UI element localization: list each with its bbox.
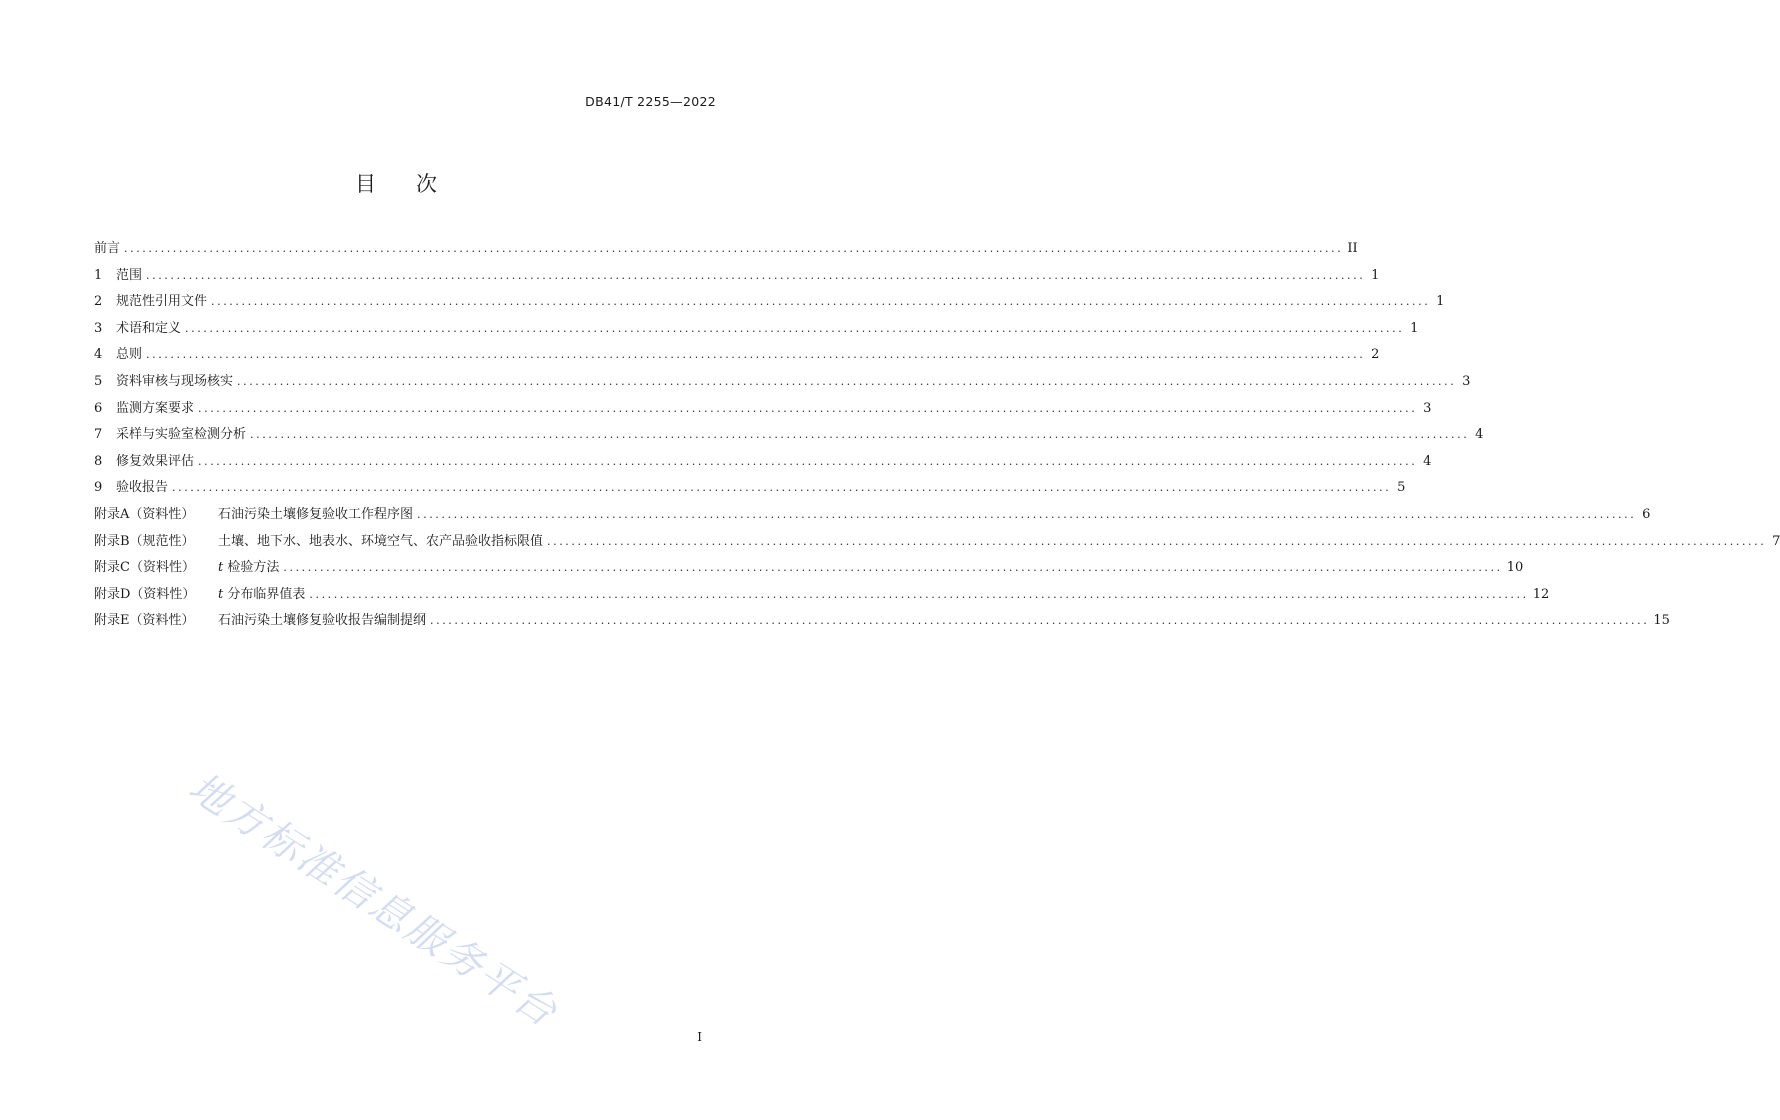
toc-entry-title (116, 317, 181, 336)
toc-entry-title (218, 503, 413, 522)
toc-section-number: 5 (94, 373, 103, 389)
toc-entry[interactable] (94, 583, 1550, 610)
toc-entry[interactable] (94, 609, 1670, 636)
toc-appendix-label: 附录C（资料性） (94, 560, 195, 576)
toc-entry-title (116, 370, 233, 389)
toc-entry-title (218, 609, 426, 628)
toc-dot-leader: ........................................................................................................................................................................................................ (430, 614, 1650, 628)
toc-page-number: 4 (1423, 453, 1432, 469)
toc-section-number: 8 (94, 453, 103, 469)
toc-entry[interactable] (94, 530, 1780, 557)
toc-entry-title (116, 397, 194, 416)
toc-page-number: 6 (1642, 506, 1651, 522)
toc-entry-title-text: 资料审核与现场核实 (116, 373, 234, 389)
toc-entry-title (116, 423, 246, 442)
toc-entry[interactable] (94, 450, 1432, 477)
toc-entry[interactable] (94, 423, 1484, 450)
toc-entry-title-text: 前言 (94, 241, 121, 256)
toc-dot-leader: ........................................................................................................................................................................................................ (547, 534, 1767, 548)
toc-page-number: 1 (1436, 294, 1445, 310)
toc-entry-title-text: 修复效果评估 (116, 453, 195, 469)
toc-entry-title-italic: t (218, 586, 224, 602)
toc-entry-title (94, 237, 120, 256)
toc-page-number: 12 (1532, 586, 1550, 602)
toc-section-number: 6 (94, 400, 103, 416)
toc-appendix-label: 附录B（规范性） (94, 533, 195, 549)
toc-section-number: 1 (94, 267, 103, 283)
toc-section-number: 7 (94, 427, 103, 443)
toc-entry-title-text: 检验方法 (227, 560, 280, 576)
toc-page-number: 10 (1506, 560, 1524, 576)
toc-entry-title (116, 450, 194, 469)
toc-dot-leader: ........................................................................................................................................................................................................ (417, 507, 1637, 521)
toc-dot-leader: ........................................................................................................................................................................................................ (146, 268, 1366, 282)
toc-entry-title (218, 583, 305, 602)
toc-page-number: 5 (1397, 480, 1406, 496)
toc-entry-title-text: 术语和定义 (116, 320, 182, 336)
toc-dot-leader: ........................................................................................................................................................................................................ (124, 242, 1344, 255)
toc-dot-leader: ........................................................................................................................................................................................................ (211, 295, 1431, 309)
toc-dot-leader: ........................................................................................................................................................................................................ (185, 321, 1405, 335)
toc-section-number: 3 (94, 320, 103, 336)
toc-entry-title (116, 476, 168, 495)
toc-entry[interactable] (94, 290, 1445, 317)
toc-entry-title (218, 556, 279, 575)
toc-section-number: 2 (94, 294, 103, 310)
toc-dot-leader: ........................................................................................................................................................................................................ (172, 481, 1392, 495)
toc-page-number: 15 (1653, 613, 1670, 629)
toc-entry-title-text: 采样与实验室检测分析 (116, 427, 247, 443)
toc-dot-leader: ........................................................................................................................................................................................................ (146, 348, 1366, 362)
table-of-contents (94, 237, 1780, 636)
toc-entry[interactable] (94, 237, 1358, 264)
toc-entry[interactable] (94, 264, 1380, 291)
standard-number: DB41/T 2255—2022 (585, 94, 716, 109)
toc-entry-title-text: 规范性引用文件 (116, 294, 208, 310)
toc-entry-title-text: 范围 (116, 267, 143, 283)
toc-page-number: 3 (1423, 400, 1432, 416)
toc-entry[interactable] (94, 343, 1380, 370)
toc-entry[interactable] (94, 476, 1406, 503)
toc-entry-title (116, 343, 142, 362)
toc-dot-leader: ........................................................................................................................................................................................................ (198, 401, 1418, 415)
toc-entry-title-text: 石油污染土壤修复验收工作程序图 (218, 506, 414, 522)
toc-appendix-label: 附录E（资料性） (94, 613, 195, 629)
toc-entry-title-italic: t (218, 560, 224, 576)
toc-entry-title-text: 监测方案要求 (116, 400, 195, 416)
toc-page-number: 7 (1772, 533, 1780, 549)
toc-page-number: II (1347, 241, 1358, 256)
toc-page-number: 3 (1462, 373, 1471, 389)
toc-dot-leader: ........................................................................................................................................................................................................ (237, 374, 1457, 388)
toc-page-number: 1 (1371, 267, 1380, 283)
toc-page-number: 4 (1475, 427, 1484, 443)
toc-entry[interactable] (94, 556, 1524, 583)
toc-entry[interactable] (94, 397, 1432, 424)
toc-dot-leader: ........................................................................................................................................................................................................ (283, 561, 1503, 575)
toc-section-number: 4 (94, 347, 103, 363)
toc-entry-title (116, 290, 207, 309)
page-number: I (697, 1030, 702, 1044)
toc-appendix-label: 附录D（资料性） (94, 586, 196, 602)
toc-entry-title-text: 土壤、地下水、地表水、环境空气、农产品验收指标限值 (218, 533, 544, 549)
toc-entry-title (116, 264, 142, 283)
toc-entry-title (218, 530, 543, 549)
toc-section-number: 9 (94, 480, 103, 496)
toc-page-number: 2 (1371, 347, 1380, 363)
toc-entry-title-text: 验收报告 (116, 480, 169, 496)
toc-dot-leader: ........................................................................................................................................................................................................ (198, 454, 1418, 468)
toc-entry-title-text: 总则 (116, 347, 143, 363)
toc-entry-title-text: 分布临界值表 (227, 586, 306, 602)
toc-entry[interactable] (94, 317, 1419, 344)
toc-dot-leader: ........................................................................................................................................................................................................ (250, 428, 1470, 442)
toc-appendix-label: 附录A（资料性） (94, 506, 195, 522)
toc-entry[interactable] (94, 370, 1471, 397)
toc-entry[interactable] (94, 503, 1651, 530)
toc-entry-title-text: 石油污染土壤修复验收报告编制提纲 (218, 613, 427, 629)
watermark: 地方标准信息服务平台 (180, 764, 567, 1037)
toc-dot-leader: ........................................................................................................................................................................................................ (309, 587, 1529, 601)
toc-page-number: 1 (1410, 320, 1419, 336)
page-title: 目次 (355, 172, 477, 196)
